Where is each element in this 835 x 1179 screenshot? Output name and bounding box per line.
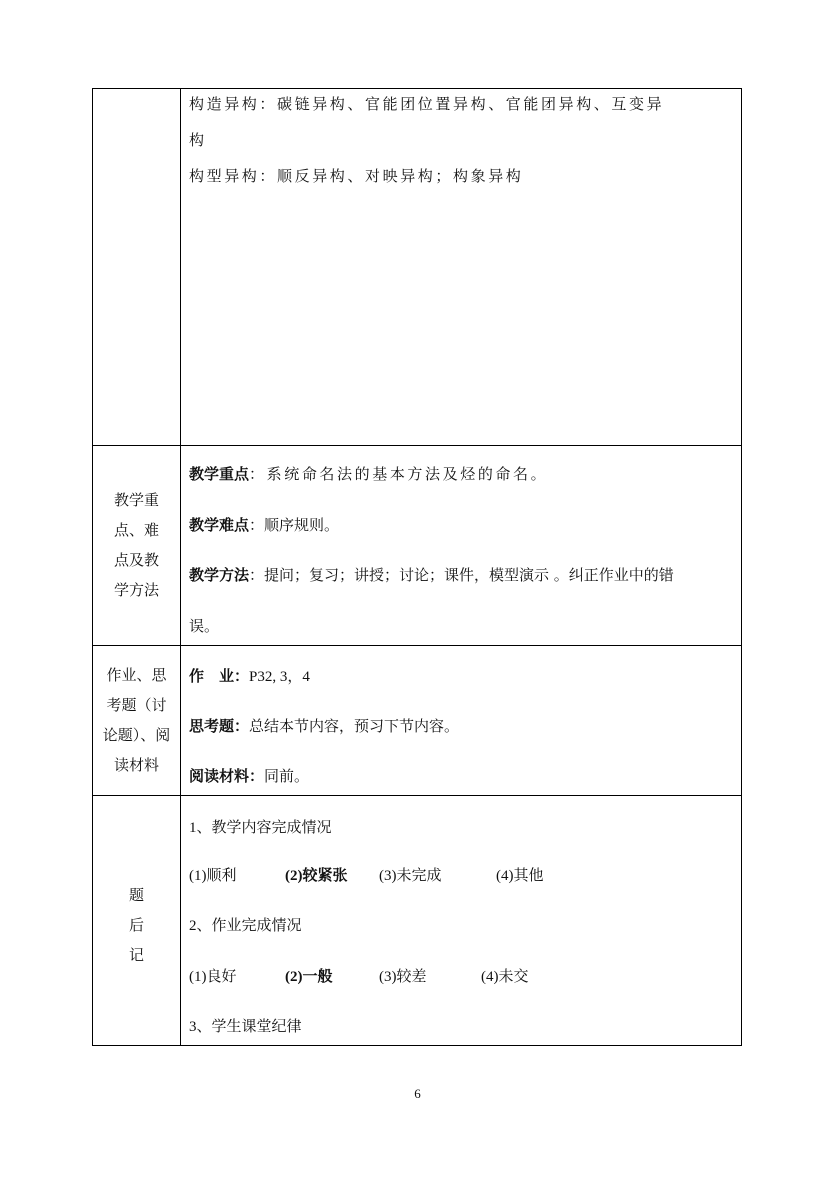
homework-option-4-text: 未交 [498, 967, 529, 985]
content-option-4-text: 其他 [513, 866, 544, 884]
teaching-difficulty-label: 教学难点 [189, 516, 250, 534]
postscript-label-line-3: 记 [128, 946, 144, 964]
teaching-focus [189, 463, 548, 484]
teaching-method [189, 564, 674, 585]
homework-option-2-num: (2) [285, 969, 303, 985]
content-option-3 [379, 864, 496, 885]
content-option-2-num: (2) [285, 868, 303, 884]
content-option-1 [189, 864, 285, 885]
postscript-label-line-1: 题 [128, 886, 144, 904]
homework-option-2 [285, 965, 379, 986]
class-discipline-title [189, 1015, 302, 1036]
row-divider-2 [93, 645, 741, 646]
homework-option-3 [379, 965, 481, 986]
class-discipline-title-text: 3、学生课堂纪律 [189, 1019, 302, 1035]
key-points-label-line-3: 点及教 [113, 551, 159, 569]
column-divider [180, 89, 181, 1045]
thinking-questions-text: 总结本节内容，预习下节内容。 [249, 717, 460, 735]
key-points-label-line-1: 教学重 [113, 491, 159, 509]
homework-option-1-num: (1) [189, 969, 207, 985]
homework-option-1-text: 良好 [206, 967, 237, 985]
reading-material [189, 765, 309, 786]
homework-option-2-text: 一般 [302, 967, 333, 985]
postscript-label [93, 880, 180, 970]
teaching-difficulty-text: ：顺序规则。 [249, 516, 340, 534]
teaching-focus-label: 教学重点 [189, 465, 250, 483]
homework-label-line-4: 读材料 [113, 756, 159, 774]
homework-assignment [189, 665, 310, 686]
content-option-2-text: 较紧张 [302, 866, 348, 884]
key-points-label-line-2: 点、难 [113, 521, 159, 539]
content-option-1-text: 顺利 [206, 866, 237, 884]
content-option-1-num: (1) [189, 868, 207, 884]
content-option-3-text: 未完成 [396, 866, 442, 884]
homework-assignment-label: 作 业： [189, 667, 250, 685]
homework-option-1 [189, 965, 285, 986]
teaching-method-label: 教学方法 [189, 566, 250, 584]
content-option-4 [496, 864, 544, 885]
postscript-label-line-2: 后 [128, 916, 144, 934]
reading-material-label: 阅读材料： [189, 767, 265, 785]
reading-material-text: 同前。 [264, 767, 310, 785]
homework-completion-options [189, 965, 529, 986]
homework-label-line-1: 作业、思 [106, 666, 167, 684]
structure-line-2: 构 [189, 131, 207, 149]
row-divider-1 [93, 445, 741, 446]
teaching-difficulty [189, 514, 339, 535]
homework-assignment-text: P32, 3，4 [249, 669, 310, 685]
content-option-3-num: (3) [379, 868, 397, 884]
teaching-method-text: ：提问；复习；讲授；讨论；课件，模型演示 。纠正作业中的错 [249, 566, 674, 584]
key-points-label-line-4: 学方法 [113, 581, 159, 599]
homework-label [93, 660, 180, 780]
content-completion-options [189, 864, 544, 885]
homework-option-4 [481, 965, 529, 986]
content-completion-title-text: 1、教学内容完成情况 [189, 820, 332, 836]
thinking-questions-label: 思考题： [189, 717, 250, 735]
row-divider-3 [93, 795, 741, 796]
lesson-plan-table [92, 88, 742, 1046]
content-completion-title [189, 816, 332, 837]
page-number: 6 [414, 1086, 421, 1101]
homework-label-line-3: 论题）、阅 [102, 726, 171, 744]
structure-line-3: 构型异构：顺反异构、对映异构；构象异构 [189, 167, 524, 185]
teaching-focus-text: ：系统命名法的基本方法及烃的命名。 [249, 465, 549, 483]
structure-line-1: 构造异构：碳链异构、官能团位置异构、官能团异构、互变异 [189, 95, 665, 113]
key-points-label [93, 485, 180, 605]
homework-completion-title-text: 2、作业完成情况 [189, 918, 302, 934]
homework-option-3-num: (3) [379, 969, 397, 985]
content-option-2 [285, 864, 379, 885]
homework-option-3-text: 较差 [396, 967, 427, 985]
content-option-4-num: (4) [496, 868, 514, 884]
thinking-questions [189, 715, 459, 736]
teaching-method-continued: 误。 [189, 617, 220, 635]
homework-option-4-num: (4) [481, 969, 499, 985]
homework-label-line-2: 考题（讨 [106, 696, 167, 714]
homework-completion-title [189, 914, 302, 935]
